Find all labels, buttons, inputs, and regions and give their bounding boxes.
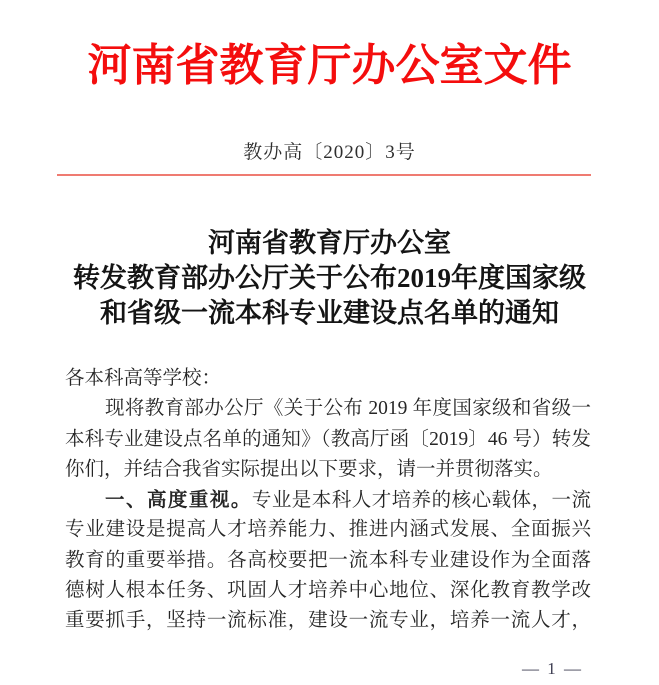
paragraph-2-line-1 <box>65 485 591 515</box>
paragraph-2-bold-lead: 一、高度重视。 <box>105 489 252 512</box>
notice-title-line-1: 河南省教育厅办公室 <box>208 228 451 258</box>
red-divider-line <box>57 174 591 176</box>
salutation: 各本科高等学校： <box>65 368 222 389</box>
paragraph-2-line-2: 专业建设是提高人才培养能力、推进内涵式发展、全面振兴 <box>65 519 591 541</box>
document-body <box>65 364 591 637</box>
paragraph-2-line-5: 重要抓手，坚持一流标准，建设一流专业，培养一流人才， <box>65 610 591 632</box>
paragraph-1-line-3: 你们，并结合我省实际提出以下要求，请一并贯彻落实。 <box>65 458 553 480</box>
paragraph-2-line-3: 教育的重要举措。各高校要把一流本科专业建设作为全面落 <box>65 549 591 571</box>
paragraph-2-line-1-text: 专业是本科人才培养的核心载体，一流 <box>251 490 591 512</box>
notice-title-line-2: 转发教育部办公厅关于公布2019年度国家级 <box>73 263 586 293</box>
document-number: 教办高〔2020〕3号 <box>243 142 416 163</box>
page-number: — 1 — <box>522 659 583 678</box>
paragraph-1-line-2: 本科专业建设点名单的通知》（教高厅函〔2019〕46 号）转发 <box>65 428 591 450</box>
document-header-title: 河南省教育厅办公室文件 <box>87 41 572 90</box>
paragraph-2-line-4: 德树人根本任务、巩固人才培养中心地位、深化教育教学改 <box>65 580 591 602</box>
paragraph-1-line-1: 现将教育部办公厅《关于公布 2019 年度国家级和省级一 <box>105 398 591 420</box>
notice-title-line-3: 和省级一流本科专业建设点名单的通知 <box>100 298 559 328</box>
notice-title <box>0 226 659 331</box>
